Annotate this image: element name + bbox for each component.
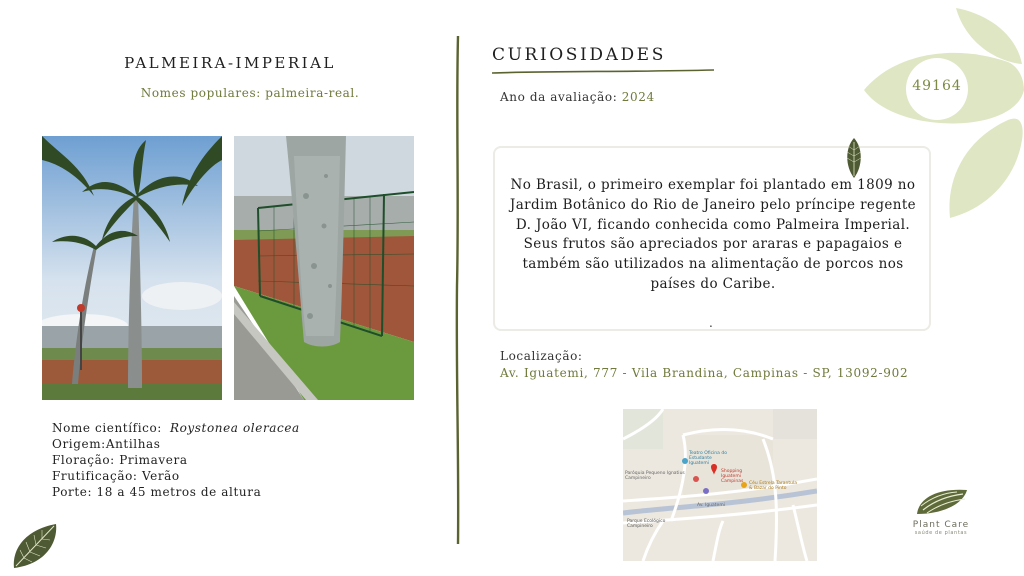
column-divider (452, 36, 464, 544)
plant-title: PALMEIRA-IMPERIAL (124, 54, 336, 72)
brand-name: Plant Care (912, 520, 970, 530)
plant-facts (52, 420, 300, 500)
flowering-row: Floração: Primavera (52, 453, 188, 467)
curiosity-trailing-dot: . (709, 316, 713, 330)
brand-tagline: saúde de plantas (914, 530, 968, 536)
plant-care-leaf-icon (913, 486, 969, 516)
popular-names: Nomes populares: palmeira-real. (140, 86, 360, 100)
scientific-name-label: Nome científico: (52, 421, 162, 435)
evaluation-number-badge: 49164 (912, 78, 962, 94)
map-label-teatro: Teatro Oficina do Estudante Iguatemi (689, 451, 727, 466)
location-address: Av. Iguatemi, 777 - Vila Brandina, Campinas - SP, 13092-902 (500, 366, 909, 380)
year-label: Ano da avaliação: (500, 90, 618, 104)
fruiting-row: Frutificação: Verão (52, 469, 180, 483)
evaluation-year (500, 90, 655, 104)
palm-trunk-photo (234, 136, 414, 400)
plant-care-logo (904, 486, 978, 544)
map-label-church: Paróquia Pequeno Ignatius Campineiro (625, 471, 685, 481)
scientific-name-value: Roystonea oleracea (169, 421, 300, 435)
card-leaf-icon (843, 138, 865, 178)
size-row: Porte: 18 a 45 metros de altura (52, 485, 262, 499)
curiosity-text: No Brasil, o primeiro exemplar foi plantado em 1809 no Jardim Botânico do Rio de Janeiro pelo príncipe regente D. João VI, ficando conhecida como Palmeira Imperial. Seus frutos são apreciados por araras e papagaios e também são utilizados na alimentação de porcos nos países do Caribe. (509, 177, 917, 292)
map-label-parque: Parque Ecológico Campineiro (627, 519, 666, 529)
title-underline (492, 68, 714, 76)
map-label-road: Av. Iguatemi (697, 503, 725, 508)
location-label: Localização: (500, 349, 583, 363)
decorative-leaf-bottom-left (10, 520, 62, 572)
map-label-shopping: Shopping Iguatemi Campinas (721, 469, 744, 484)
location-map[interactable] (623, 409, 817, 561)
scientific-name-row (52, 420, 300, 436)
origin-row: Origem:Antilhas (52, 437, 161, 451)
map-label-ceu: Céu Estrela Tarantula & Bazar do Pinto (749, 481, 797, 491)
year-value: 2024 (621, 90, 655, 104)
curiosities-title: CURIOSIDADES (492, 45, 666, 65)
palm-trees-photo (42, 136, 222, 400)
